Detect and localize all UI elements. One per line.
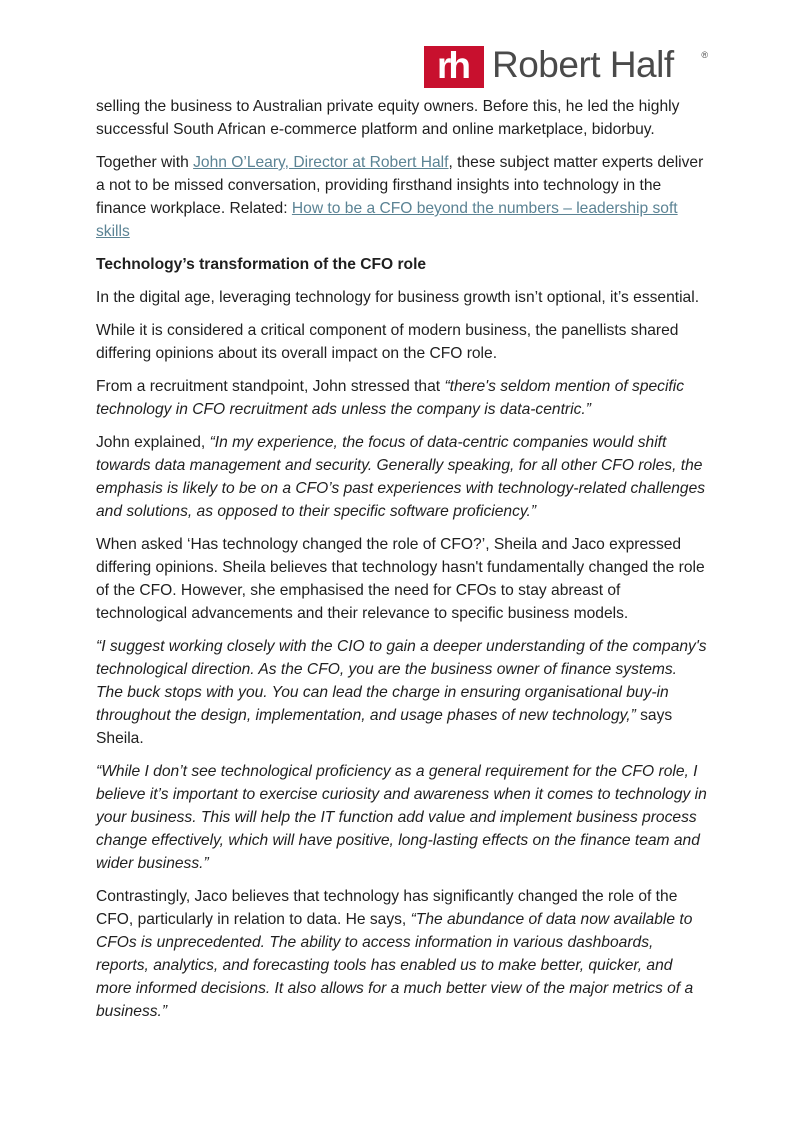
cfo-soft-skills-link[interactable]: How to be a CFO beyond the numbers – leadership soft skills (96, 200, 678, 240)
paragraph-5-lead: From a recruitment standpoint, John stressed that (96, 378, 445, 395)
sheila-quote-1: “I suggest working closely with the CIO to gain a deeper understanding of the company's technological direction. As the CFO, you are the business owner of finance systems. The buck stops with you. You can lead the charge in ensuring organisational buy-in throughout the design, implementation, and usage phases of new technology,” (96, 638, 707, 724)
jaco-quote: “The abundance of data now available to CFOs is unprecedented. The ability to access information in various dashboards, reports, analytics, and forecasting tools has enabled us to make better, quicker, and more informed decisions. It also allows for a much better view of the major metrics of a business.” (96, 911, 694, 1020)
paragraph-4: While it is considered a critical component of modern business, the panellists shared differing opinions about its overall impact on the CFO role. (96, 322, 679, 362)
paragraph-6-lead: John explained, (96, 434, 210, 451)
paragraph-10-lead: Contrastingly, Jaco believes that technology has significantly changed the role of the CFO, particularly in relation to data. He says, (96, 888, 678, 928)
section-heading: Technology’s transformation of the CFO role (96, 256, 427, 273)
rh-logo-mark (424, 46, 484, 88)
paragraph-2 (96, 151, 708, 243)
logo-wordmark: Robert Half (492, 44, 674, 85)
paragraph-1: selling the business to Australian private equity owners. Before this, he led the highly successful South African e-commerce platform and online marketplace, bidorbuy. (96, 98, 680, 138)
john-quote-1: “there's seldom mention of specific technology in CFO recruitment ads unless the company is data-centric.” (96, 378, 685, 418)
paragraph-8 (96, 635, 708, 750)
paragraph-3: In the digital age, leveraging technology for business growth isn’t optional, it’s essential. (96, 289, 700, 306)
paragraph-6 (96, 431, 708, 523)
sheila-quote-2: “While I don’t see technological proficiency as a general requirement for the CFO role, I believe it’s important to exercise curiosity and awareness when it comes to technology in your business. This will help the IT function add value and implement business process change effectively, which will have positive, long-lasting effects on the finance team and wider business.” (96, 763, 707, 872)
logo-mark-text: rh (437, 46, 468, 86)
robert-half-logo (424, 44, 706, 90)
paragraph-5 (96, 375, 708, 421)
registered-mark: ® (701, 50, 708, 60)
article-body (96, 95, 708, 1033)
paragraph-7: When asked ‘Has technology changed the role of CFO?’, Sheila and Jaco expressed differing opinions. Sheila believes that technology hasn't fundamentally changed the role of the CFO. However, she emphasised the need for CFOs to stay abreast of technological advancements and their relevance to specific business models. (96, 536, 705, 622)
paragraph-10 (96, 885, 708, 1023)
john-quote-2: “In my experience, the focus of data-centric companies would shift towards data management and security. Generally speaking, for all other CFO roles, the emphasis is likely to be on a CFO’s past experiences with technology-related challenges and solutions, as opposed to their specific software proficiency.” (96, 434, 706, 520)
paragraph-9 (96, 760, 708, 875)
paragraph-8-attribution: says Sheila. (96, 707, 673, 747)
paragraph-2-lead: Together with (96, 154, 194, 171)
paragraph-2-middle: , these subject matter experts deliver a not to be missed conversation, providing firsthand insights into technology in the finance workplace. Related: (96, 154, 704, 217)
john-oleary-link[interactable]: John O’Leary, Director at Robert Half (193, 154, 449, 171)
